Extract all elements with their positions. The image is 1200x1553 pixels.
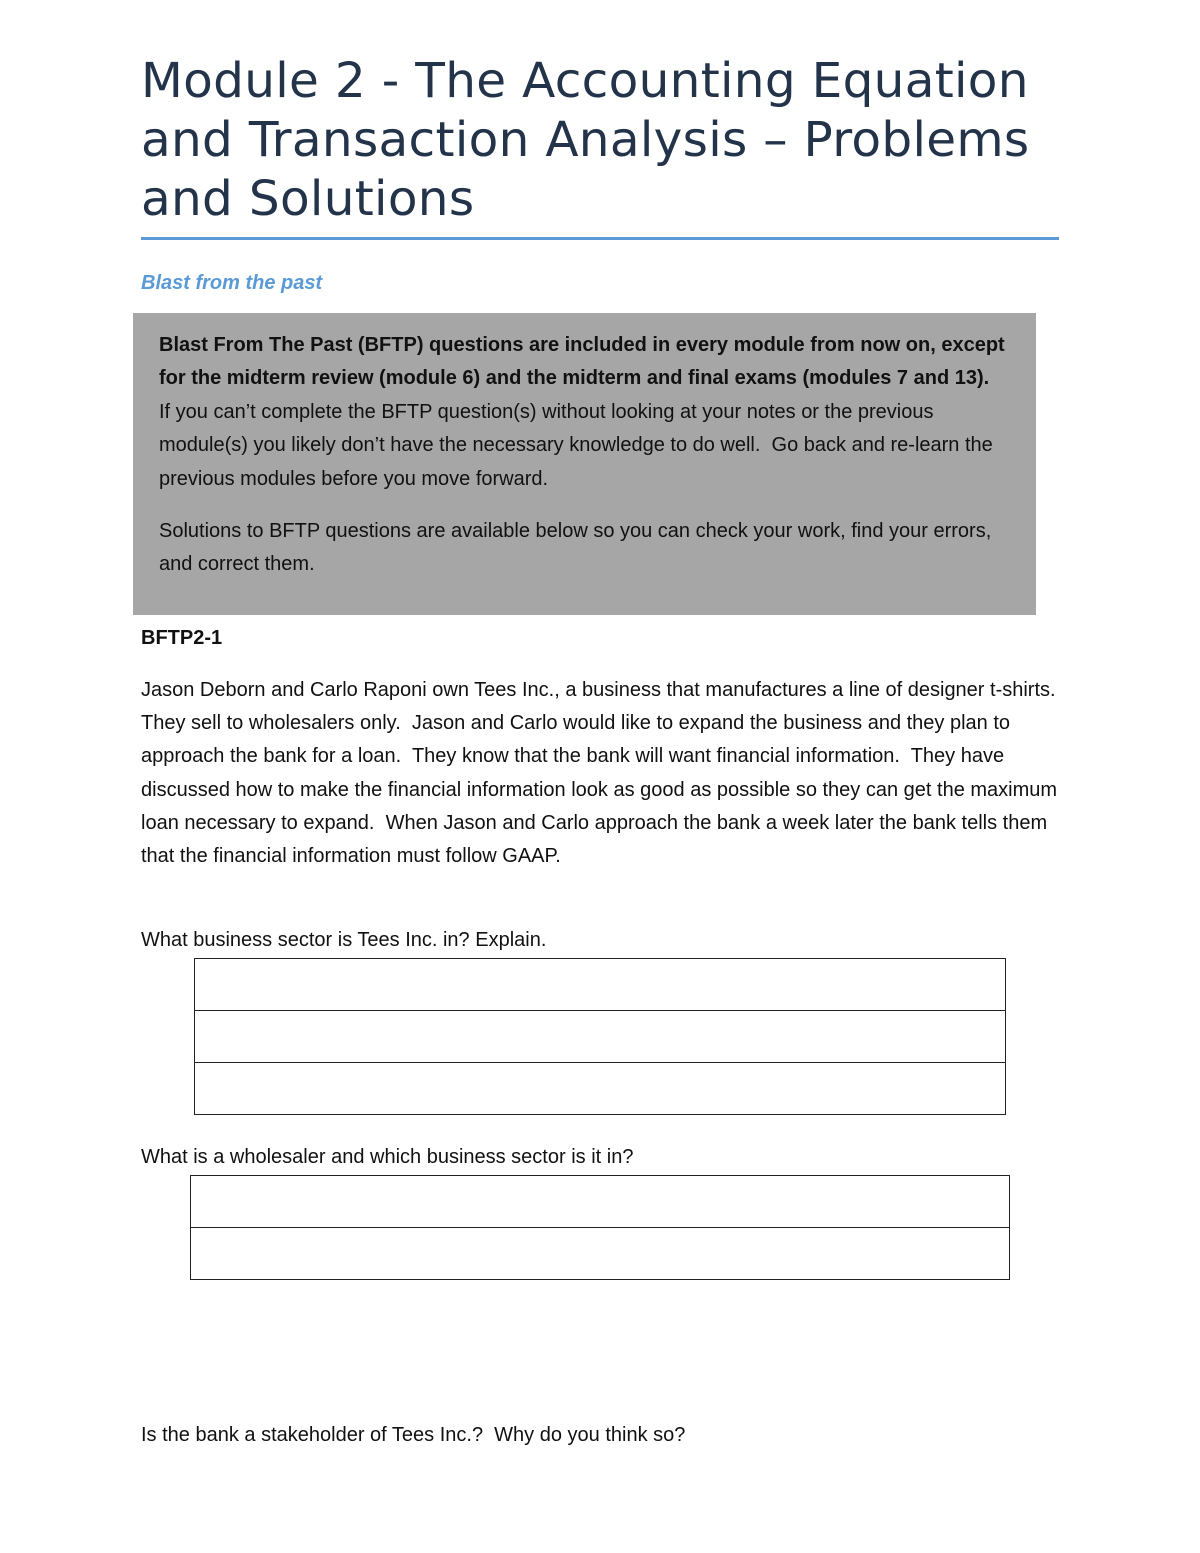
answer-cell[interactable] — [191, 1228, 1010, 1280]
answer-line — [195, 959, 1006, 1011]
problem-id: BFTP2-1 — [141, 627, 223, 649]
answer-line — [195, 1063, 1006, 1115]
bftp-notice-box — [133, 313, 1036, 615]
page-title: Module 2 - The Accounting Equation and Transaction Analysis – Problems and Solutions — [141, 53, 1030, 227]
question-2: What is a wholesaler and which business sector is it in? — [141, 1146, 634, 1168]
answer-box-1 — [194, 958, 1006, 1115]
notice-bold-text: Blast From The Past (BFTP) questions are included in every module from now on, except for the midterm review (module 6) and the midterm and final exams (modules 7 and 13). — [159, 334, 1005, 390]
problem-text: Jason Deborn and Carlo Raponi own Tees Inc., a business that manufactures a line of designer t-shirts. They sell to wholesalers only. Jason and Carlo would like to expand the business and they plan to approach the bank for a loan. They know that the bank will want financial information. They have discussed how to make the financial information look as good as possible so they can get the maximum loan necessary to expand. When Jason and Carlo approach the bank a week later the bank tells them that the financial information must follow GAAP. — [141, 679, 1067, 868]
answer-line — [191, 1228, 1010, 1280]
answer-line — [195, 1011, 1006, 1063]
answer-cell[interactable] — [195, 959, 1006, 1011]
answer-line — [191, 1176, 1010, 1228]
notice-regular-text: If you can’t complete the BFTP question(s) without looking at your notes or the previous module(s) you likely don’t have the necessary knowledge to do well. Go back and re-learn the previous modules before you move forward. — [159, 367, 1001, 490]
notice-paragraph — [159, 329, 1010, 496]
section-heading: Blast from the past — [141, 272, 323, 294]
title-underline — [141, 237, 1059, 240]
question-3: Is the bank a stakeholder of Tees Inc.? Why do you think so? — [141, 1424, 686, 1446]
answer-cell[interactable] — [195, 1011, 1006, 1063]
answer-cell[interactable] — [191, 1176, 1010, 1228]
answer-cell[interactable] — [195, 1063, 1006, 1115]
answer-box-2 — [190, 1175, 1010, 1280]
question-1: What business sector is Tees Inc. in? Explain. — [141, 929, 547, 951]
notice-solutions-text: Solutions to BFTP questions are available below so you can check your work, find your errors, and correct them. — [159, 520, 992, 576]
